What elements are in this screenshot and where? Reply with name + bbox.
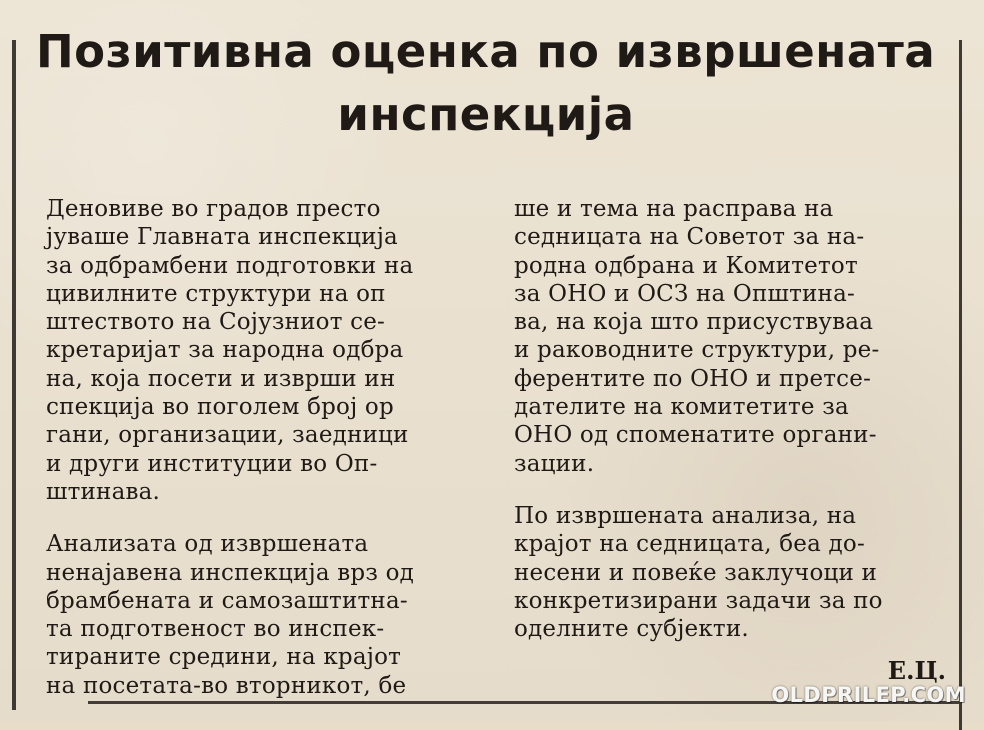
text-line: оделните субјекти. (514, 616, 749, 643)
right-paragraph-1 (514, 195, 946, 478)
right-border-rule (959, 40, 962, 730)
text-line: родна одбрана и Комитетот (514, 252, 858, 279)
text-line: и други институции во Оп- (46, 450, 378, 477)
text-line: тираните средини, на крајот (46, 644, 402, 671)
text-line: за ОНО и ОСЗ на Општина- (514, 280, 855, 307)
left-paragraph-1 (46, 195, 471, 506)
text-line: гани, организации, заедници (46, 422, 409, 449)
article-title-line-1: Позитивна оценка по извршената (36, 25, 936, 78)
text-line: ОНО од споменатите органи- (514, 422, 877, 449)
text-line: ферентите по ОНО и претсе- (514, 365, 872, 392)
text-line: ненајавена инспекција врз од (46, 559, 415, 586)
text-line: за одбрамбени подготовки на (46, 252, 414, 279)
text-line: јуваше Главната инспекција (46, 224, 398, 251)
text-line: та подготвеност во инспек- (46, 616, 385, 643)
article-title-line-2: инспекција (337, 87, 635, 141)
right-column (514, 195, 946, 643)
author-signature: Е.Ц. (887, 656, 946, 685)
text-line: на, која посети и изврши ин (46, 365, 396, 392)
text-line: несени и повеќе заклучоци и (514, 559, 878, 586)
text-line: Деновиве во градов престо (46, 196, 381, 222)
text-line: ше и тема на расправа на (514, 196, 834, 222)
text-line: брамбената и самозаштитна- (46, 587, 408, 614)
text-line: кретаријат за народна одбра (46, 337, 404, 364)
text-line: дателите на комитетите за (514, 394, 849, 421)
left-paragraph-2 (46, 530, 471, 700)
left-column (46, 195, 471, 700)
text-line: цивилните структури на оп (46, 280, 386, 307)
site-watermark: OLDPRILEP.COM (771, 683, 966, 707)
text-line: штинава. (46, 478, 161, 505)
text-line: спекција во поголем број ор (46, 394, 394, 421)
text-line: на посетата-во вторникот, бе (46, 672, 407, 699)
text-line: седницата на Советот за на- (514, 224, 865, 251)
right-paragraph-2 (514, 502, 946, 643)
text-line: крајот на седницата, беа до- (514, 531, 865, 558)
text-line: зации. (514, 450, 595, 477)
text-line: и раководните структури, ре- (514, 337, 880, 364)
left-border-rule (12, 40, 16, 710)
text-line: Анализата од извршената (46, 531, 369, 558)
text-line: По извршената анализа, на (514, 502, 857, 529)
text-line: штеството на Сојузниот се- (46, 309, 386, 336)
text-line: ва, на која што присуствуваа (514, 309, 874, 336)
article-title (36, 25, 936, 141)
text-line: конкретизирани задачи за по (514, 587, 883, 614)
